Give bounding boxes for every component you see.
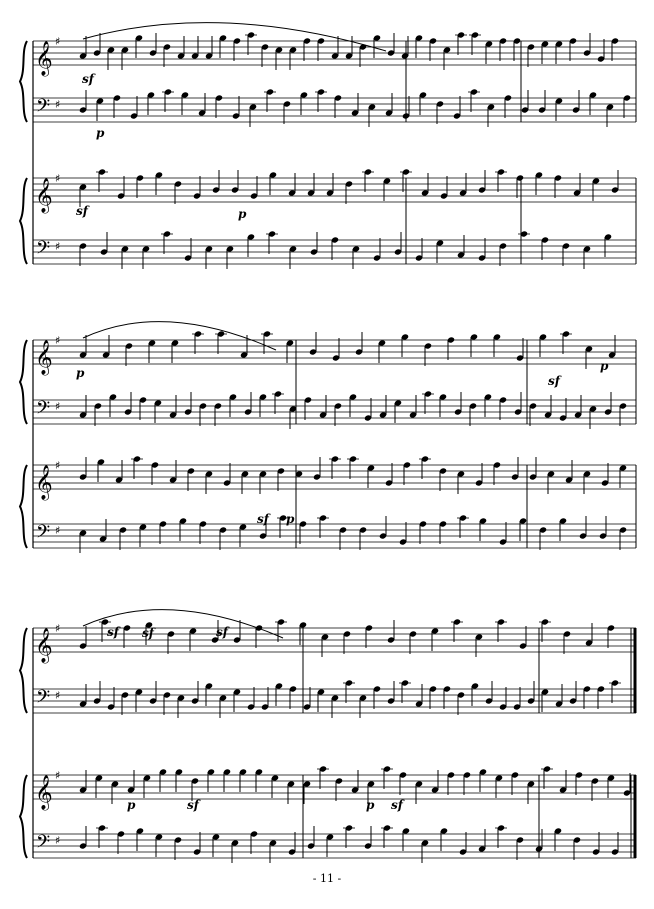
sharp-icon: ♯ xyxy=(55,459,61,472)
dynamic-marking: sf xyxy=(82,72,94,86)
dynamic-marking: sf xyxy=(76,204,88,218)
staff-4 xyxy=(33,230,636,269)
dynamic-marking: sf xyxy=(107,625,119,639)
staff-3 xyxy=(33,455,636,501)
staff-2 xyxy=(33,679,636,718)
treble-clef-icon: 𝄞 xyxy=(35,775,53,810)
staff-4 xyxy=(33,824,636,863)
dynamic-marking: p xyxy=(127,798,136,812)
bass-clef-icon: 𝄢 xyxy=(36,238,51,263)
system-3 xyxy=(20,610,636,863)
treble-clef-icon: 𝄞 xyxy=(35,340,53,375)
sharp-icon: ♯ xyxy=(55,622,61,635)
sharp-icon: ♯ xyxy=(55,240,61,253)
brace xyxy=(20,628,27,713)
bass-clef-icon: 𝄢 xyxy=(36,522,51,547)
dynamic-marking: sf xyxy=(142,626,154,640)
dynamic-marking: sf xyxy=(187,798,199,812)
staff-1 xyxy=(33,31,636,77)
staff-1 xyxy=(33,618,636,664)
sharp-icon: ♯ xyxy=(55,334,61,347)
dynamic-marking: p xyxy=(286,512,295,526)
sharp-icon: ♯ xyxy=(55,524,61,537)
sharp-icon: ♯ xyxy=(55,400,61,413)
brace xyxy=(20,465,27,548)
staff-3 xyxy=(33,168,636,214)
system-1 xyxy=(20,23,636,269)
dynamic-marking: p xyxy=(366,798,375,812)
brace xyxy=(20,178,27,264)
bass-clef-icon: 𝄢 xyxy=(36,398,51,423)
page-number: - 11 - xyxy=(312,872,342,885)
dynamic-marking: sf xyxy=(216,625,228,639)
sharp-icon: ♯ xyxy=(55,98,61,111)
bass-clef-icon: 𝄢 xyxy=(36,96,51,121)
dynamic-marking: p xyxy=(76,366,85,380)
dynamic-marking: sf xyxy=(548,374,560,388)
dynamic-marking: p xyxy=(600,359,609,373)
bass-clef-icon: 𝄢 xyxy=(36,687,51,712)
dynamic-marking: sf xyxy=(391,798,403,812)
treble-clef-icon: 𝄞 xyxy=(35,465,53,500)
treble-clef-icon: 𝄞 xyxy=(35,41,53,76)
bass-clef-icon: 𝄢 xyxy=(36,832,51,857)
staff-3 xyxy=(33,765,636,811)
brace xyxy=(20,340,27,424)
brace xyxy=(20,775,27,858)
dynamic-marking: p xyxy=(96,126,105,140)
staff-2 xyxy=(33,88,636,127)
treble-clef-icon: 𝄞 xyxy=(35,628,53,663)
sharp-icon: ♯ xyxy=(55,172,61,185)
sharp-icon: ♯ xyxy=(55,769,61,782)
dynamic-marking: p xyxy=(238,207,247,221)
dynamic-marking: sf xyxy=(257,512,269,526)
staff-4 xyxy=(33,514,636,553)
system-2 xyxy=(20,322,636,553)
score-systems xyxy=(20,23,636,863)
sharp-icon: ♯ xyxy=(55,35,61,48)
brace xyxy=(20,41,27,122)
staff-2 xyxy=(33,390,636,429)
sharp-icon: ♯ xyxy=(55,689,61,702)
treble-clef-icon: 𝄞 xyxy=(35,178,53,213)
staff-1 xyxy=(33,330,636,376)
sharp-icon: ♯ xyxy=(55,834,61,847)
